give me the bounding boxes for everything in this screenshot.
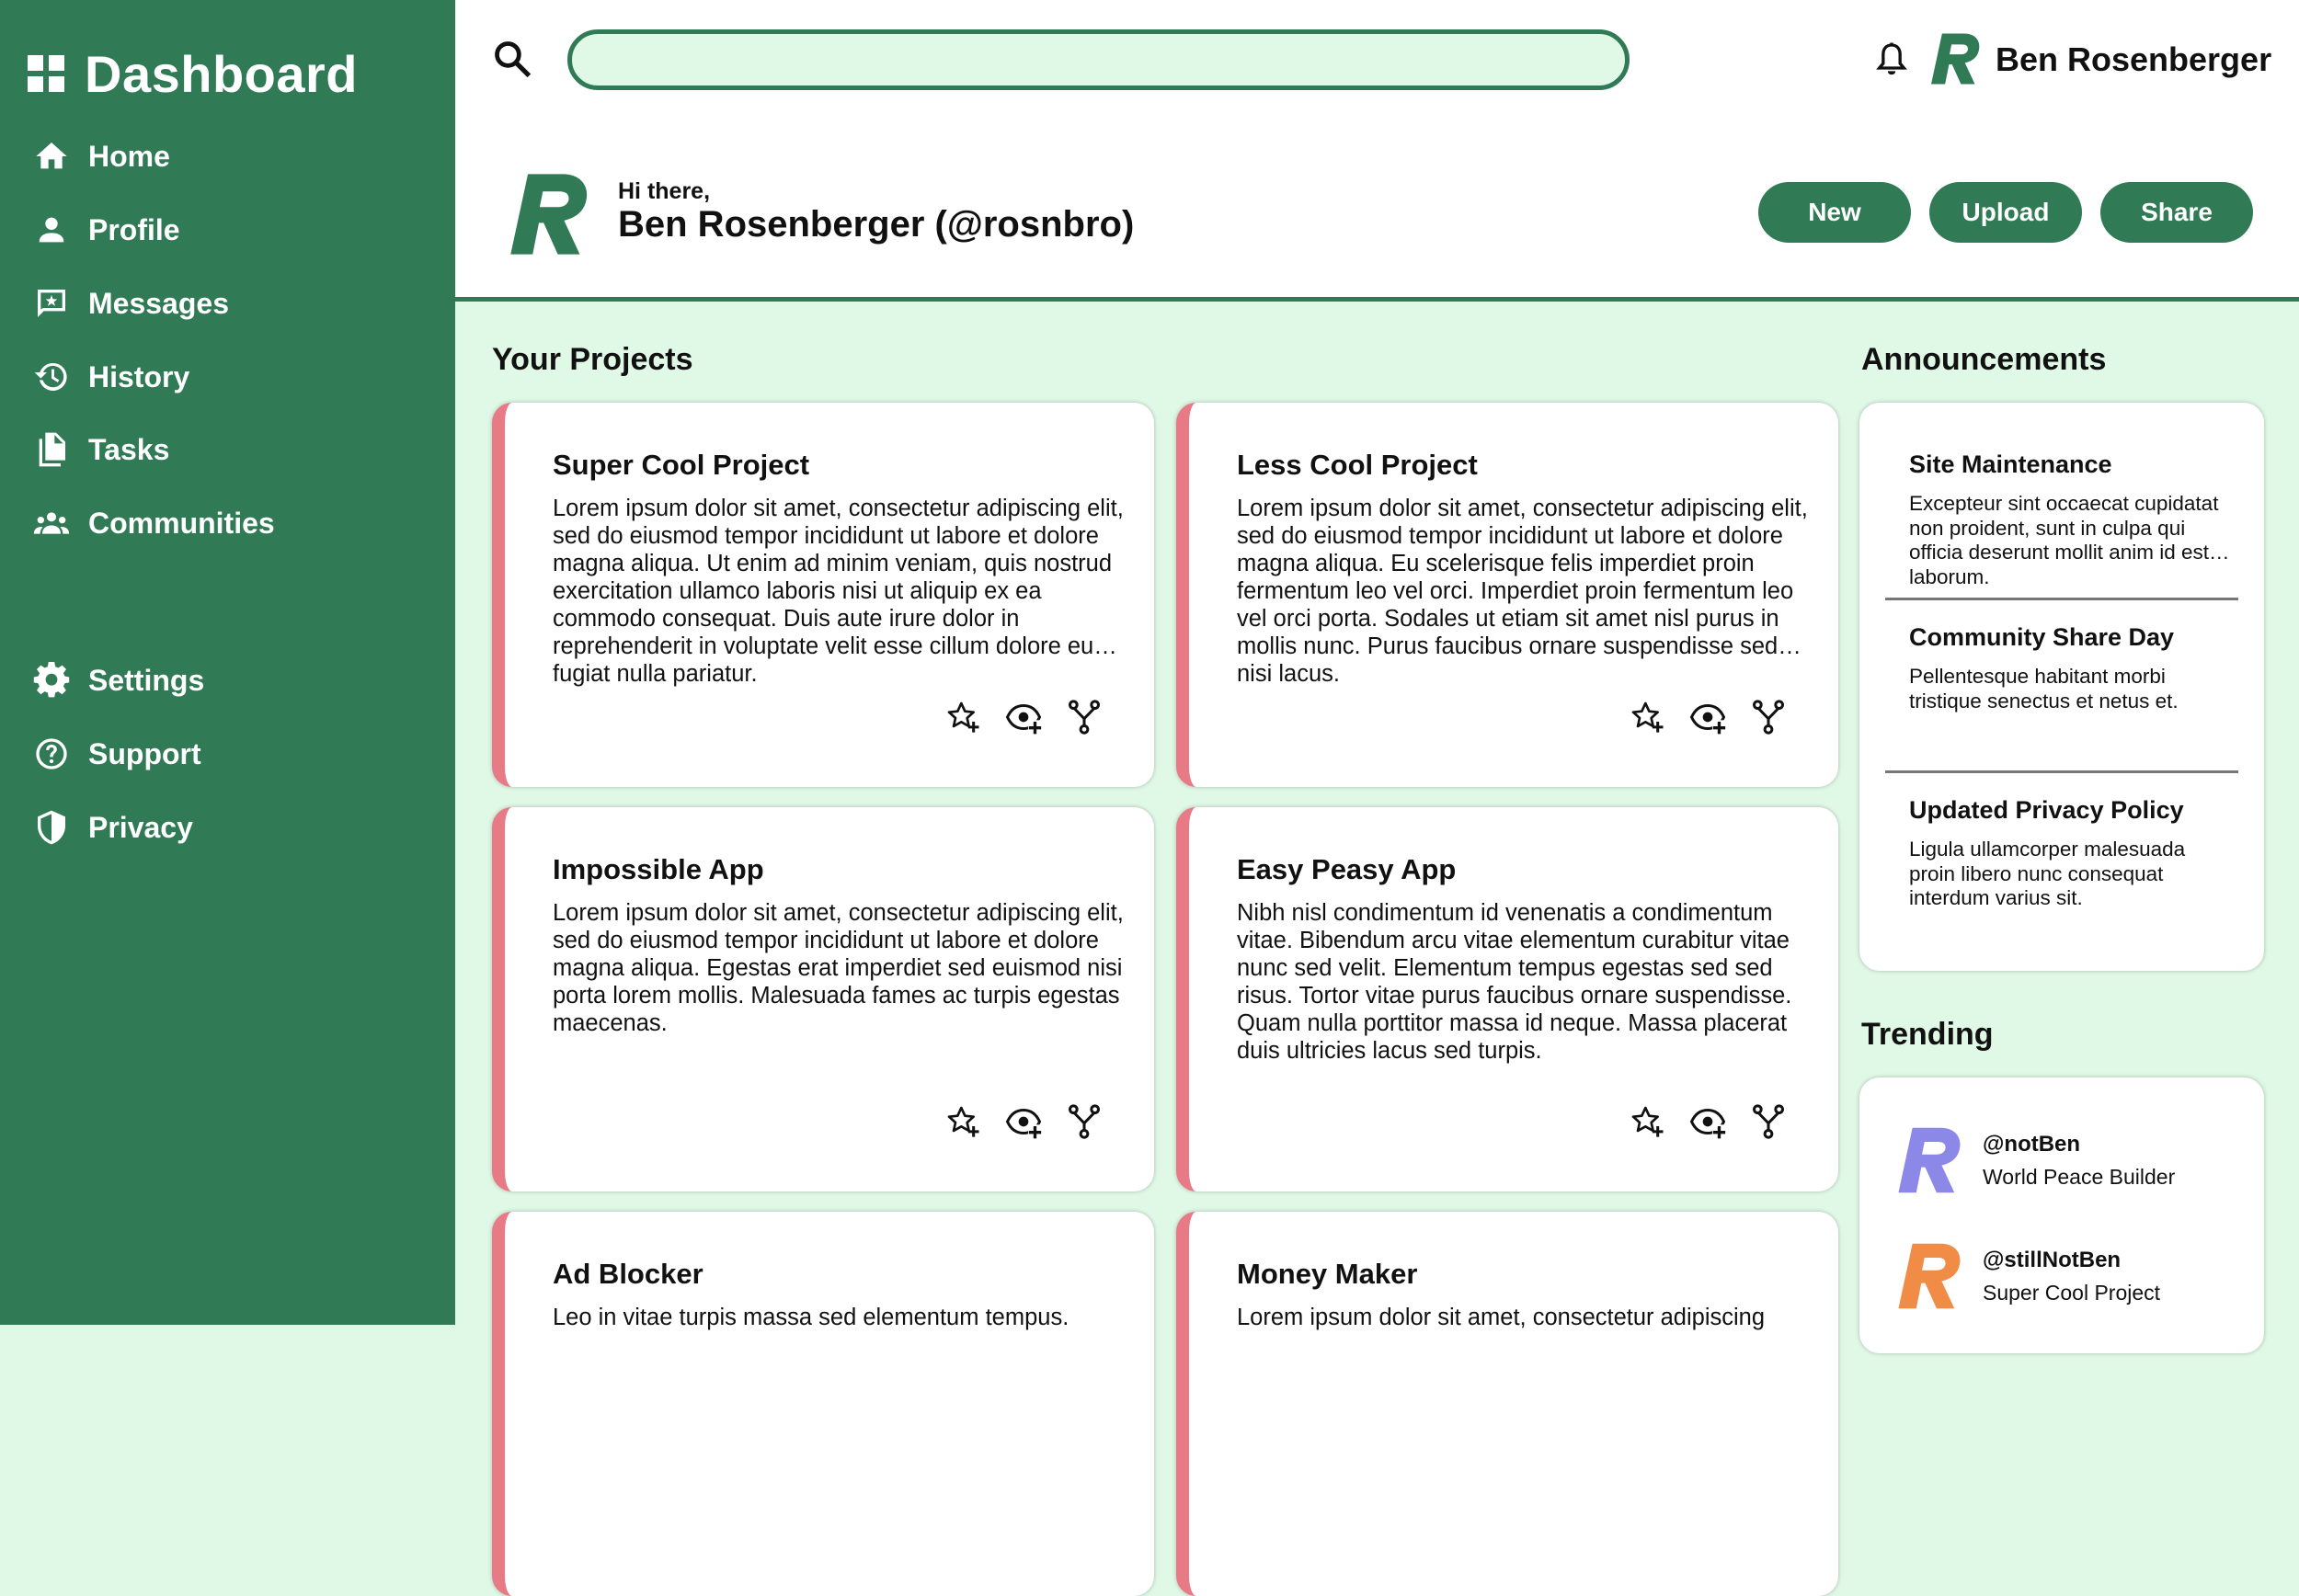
sidebar-item-history[interactable]: [33, 349, 189, 405]
home-icon: [33, 138, 70, 175]
sidebar-item-communities[interactable]: [33, 496, 275, 551]
watch-add-icon[interactable]: [1005, 1103, 1042, 1140]
gear-icon: [33, 662, 70, 699]
r-logo-icon: [1898, 1125, 1962, 1195]
search-input[interactable]: [567, 29, 1630, 90]
help-icon: [33, 735, 70, 772]
project-description: Lorem ipsum dolor sit amet, consectetur adipiscing elit, sed do eiusmod tempor incididunt ut labore et dolore magna aliqua. Ut enim ad minim veniam, quis nostrud exercitation ullamco laboris nisi ut aliquip ex ea commodo consequat. Duis aute irure dolor in reprehenderit in voluptate velit esse cillum dolore eu fugiat nulla pariatur.: [553, 496, 1124, 687]
project-card[interactable]: [1176, 1212, 1838, 1596]
new-button[interactable]: New: [1758, 182, 1911, 243]
watch-add-icon[interactable]: [1689, 699, 1726, 735]
announcements-panel: [1859, 403, 2264, 971]
greeting-text: Hi there,: [618, 178, 711, 204]
sidebar-item-privacy[interactable]: [33, 800, 193, 855]
star-add-icon[interactable]: [1629, 1103, 1665, 1140]
fork-icon[interactable]: [1066, 1103, 1103, 1140]
sidebar-item-label: Privacy: [88, 810, 193, 844]
r-logo-icon: [509, 171, 591, 257]
project-card[interactable]: [492, 1212, 1154, 1596]
announcement-description: Excepteur sint occaecat cupidatat non proident, sunt in culpa qui officia deserunt mollit anim id est laborum.: [1909, 492, 2219, 588]
history-icon: [33, 359, 70, 395]
announcement-item[interactable]: [1909, 623, 2231, 713]
announcement-description: Ligula ullamcorper malesuada proin libero nunc consequat interdum varius sit.: [1909, 838, 2186, 909]
trending-subtitle: Super Cool Project: [1983, 1280, 2161, 1305]
announcement-description: Pellentesque habitant morbi tristique senectus et netus et.: [1909, 665, 2179, 712]
trending-subtitle: World Peace Builder: [1983, 1164, 2176, 1189]
person-icon: [33, 211, 70, 248]
shield-icon: [33, 809, 70, 846]
sidebar-item-label: Profile: [88, 212, 180, 246]
sidebar-item-label: Messages: [88, 286, 229, 320]
fork-icon[interactable]: [1750, 1103, 1787, 1140]
project-card[interactable]: [1176, 403, 1838, 787]
sidebar-brand[interactable]: [28, 44, 358, 104]
star-add-icon[interactable]: [944, 699, 981, 735]
dashboard-icon: [28, 55, 66, 94]
fork-icon[interactable]: [1066, 699, 1103, 735]
project-description: Leo in vitae turpis massa sed elementum tempus.: [553, 1305, 1069, 1330]
document-icon: [33, 431, 70, 468]
announcement-title: Updated Privacy Policy: [1909, 796, 2184, 824]
r-logo-icon[interactable]: [1931, 31, 1981, 86]
divider: [1885, 598, 2238, 600]
sidebar-title: Dashboard: [85, 45, 358, 103]
sidebar-item-tasks[interactable]: [33, 422, 169, 477]
project-title: Less Cool Project: [1237, 449, 1478, 481]
announcement-item[interactable]: [1909, 796, 2231, 911]
trending-panel: [1859, 1077, 2264, 1353]
share-button[interactable]: Share: [2100, 182, 2253, 243]
top-header: [455, 0, 2299, 121]
sidebar-item-profile[interactable]: [33, 202, 180, 257]
group-icon: [33, 505, 70, 542]
divider: [1885, 770, 2238, 773]
sidebar-item-support[interactable]: [33, 726, 201, 781]
sidebar-item-label: History: [88, 359, 190, 393]
announcement-title: Site Maintenance: [1909, 450, 2112, 478]
star-add-icon[interactable]: [1629, 699, 1665, 735]
star-add-icon[interactable]: [944, 1103, 981, 1140]
trending-item[interactable]: [1898, 1241, 2160, 1311]
welcome-name: Ben Rosenberger (@rosnbro): [618, 204, 1135, 245]
project-description: Lorem ipsum dolor sit amet, consectetur adipiscing elit, sed do eiusmod tempor incididunt ut labore et dolore magna aliqua. Egestas erat imperdiet sed euismod nisi porta lorem mollis. Malesuada fames ac turpis egestas maecenas.: [553, 900, 1124, 1036]
watch-add-icon[interactable]: [1005, 699, 1042, 735]
sidebar-item-label: Communities: [88, 506, 275, 540]
project-title: Easy Peasy App: [1237, 853, 1457, 885]
search-icon[interactable]: [492, 39, 532, 79]
message-icon: [33, 285, 70, 322]
bell-icon[interactable]: [1873, 39, 1910, 79]
projects-heading: Your Projects: [492, 342, 693, 377]
r-logo-icon: [1898, 1241, 1962, 1311]
project-title: Money Maker: [1237, 1258, 1418, 1290]
sidebar-item-label: Tasks: [88, 432, 170, 466]
header-username[interactable]: Ben Rosenberger: [1996, 40, 2272, 78]
sidebar-item-label: Settings: [88, 663, 205, 697]
upload-button[interactable]: Upload: [1929, 182, 2082, 243]
project-card[interactable]: [492, 807, 1154, 1191]
sidebar-item-settings[interactable]: [33, 653, 204, 708]
project-card[interactable]: [492, 403, 1154, 787]
sidebar-item-label: Home: [88, 139, 170, 173]
sidebar: [0, 0, 455, 1325]
announcement-item[interactable]: [1909, 450, 2231, 588]
project-description: Lorem ipsum dolor sit amet, consectetur adipiscing: [1237, 1305, 1766, 1330]
watch-add-icon[interactable]: [1689, 1103, 1726, 1140]
trending-handle: @stillNotBen: [1983, 1247, 2122, 1272]
announcements-heading: Announcements: [1861, 342, 2107, 377]
sidebar-item-home[interactable]: [33, 129, 170, 184]
trending-handle: @notBen: [1983, 1131, 2081, 1157]
project-description: Nibh nisl condimentum id venenatis a condimentum vitae. Bibendum arcu vitae elementum curabitur vitae nunc sed velit. Elementum tempus egestas sed sed risus. Tortor vitae purus faucibus ornare suspendisse. Quam nulla porttitor massa id neque. Massa placerat duis ultricies lacus sed turpis.: [1237, 900, 1792, 1064]
welcome-bar: [455, 121, 2299, 302]
trending-heading: Trending: [1861, 1017, 1994, 1052]
project-card[interactable]: [1176, 807, 1838, 1191]
project-title: Impossible App: [553, 853, 764, 885]
project-title: Super Cool Project: [553, 449, 810, 481]
project-title: Ad Blocker: [553, 1258, 703, 1290]
sidebar-item-label: Support: [88, 736, 201, 770]
fork-icon[interactable]: [1750, 699, 1787, 735]
announcement-title: Community Share Day: [1909, 623, 2175, 651]
trending-item[interactable]: [1898, 1125, 2175, 1195]
sidebar-item-messages[interactable]: [33, 276, 229, 331]
project-description: Lorem ipsum dolor sit amet, consectetur adipiscing elit, sed do eiusmod tempor incididunt ut labore et dolore magna aliqua. Eu scelerisque felis imperdiet proin fermentum leo vel orci. Imperdiet proin fermentum leo vel orci porta. Sodales ut etiam sit amet nisl purus in mollis nunc. Purus faucibus ornare suspendisse sed nisi lacus.: [1237, 496, 1808, 687]
